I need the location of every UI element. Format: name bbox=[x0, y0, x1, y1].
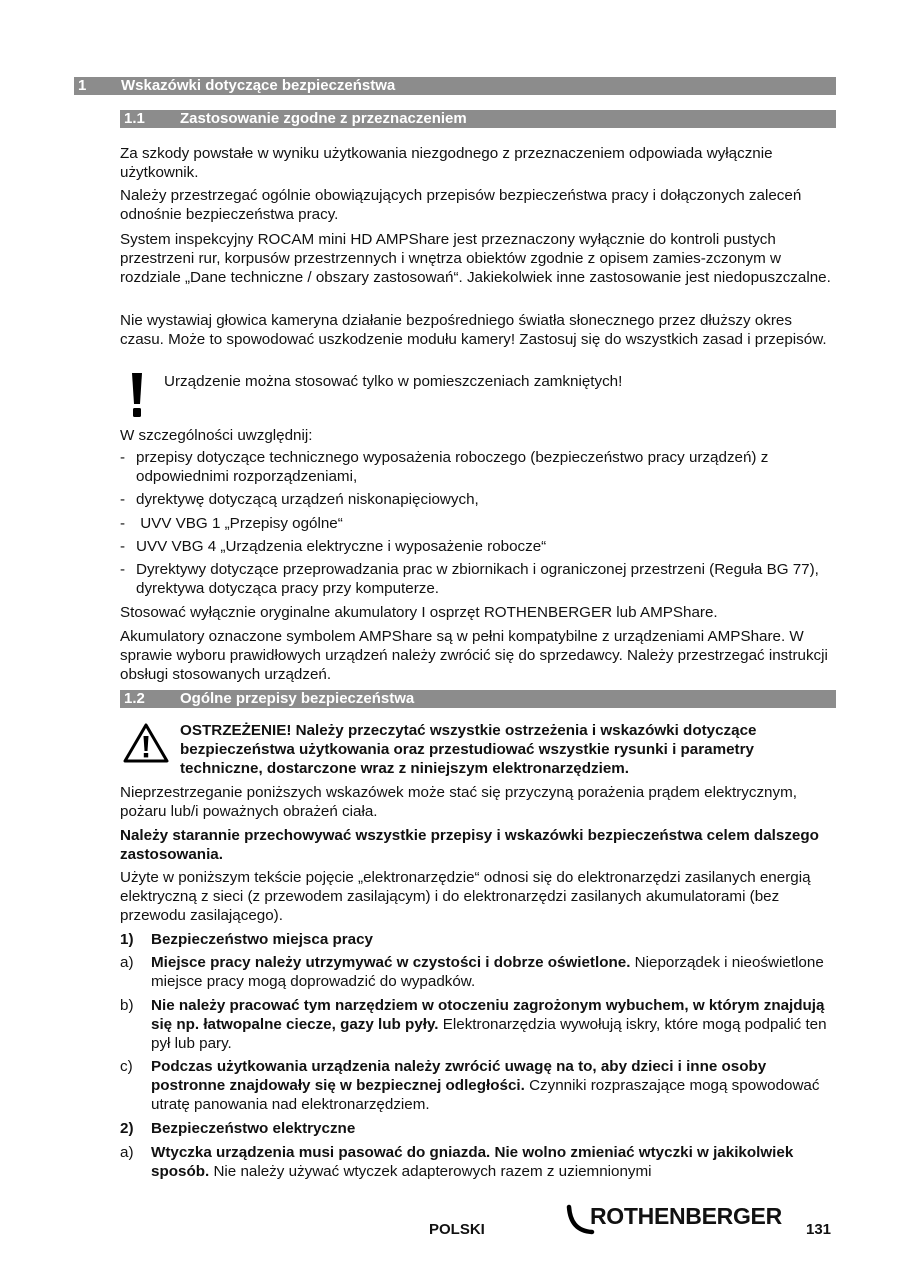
subsection-title: Bezpieczeństwo miejsca pracy bbox=[151, 931, 374, 948]
paragraph: System inspekcyjny ROCAM mini HD AMPShare jest przeznaczony wyłącznie do kontroli pustych przestrzeni rur, korpusów przestrzennych i wnętrza obiektów zgodnie z opisem zamies-zczonym w rozdziale „Dane techniczne / obszary zastosowań“. Jakiekolwiek inne zastosowanie jest niedopuszczalne. bbox=[120, 231, 831, 287]
list-item-text: dyrektywę dotyczącą urządzeń niskonapięciowych, bbox=[136, 491, 479, 508]
section-heading-1-1 bbox=[120, 110, 836, 128]
brand-logo bbox=[566, 1203, 788, 1237]
rule-text-normal: Nie należy używać wtyczek adapterowych razem z uziemnionymi bbox=[209, 1163, 652, 1181]
list-marker: - bbox=[120, 449, 126, 466]
section-number: 1.1 bbox=[124, 110, 145, 127]
paragraph: Akumulatory oznaczone symbolem AMPShare są w pełni kompatybilne z urządzeniami AMPShare. W sprawie wyboru prawidłowych urządzeń należy zwrócić się do sprzedawcy. Należy przestrzegać instrukcji obsługi stosowanych urządzeń. bbox=[120, 628, 828, 684]
list-marker: - bbox=[120, 491, 126, 508]
subsection-marker: 1) bbox=[120, 931, 134, 948]
list-marker: - bbox=[120, 561, 126, 578]
paragraph: Za szkody powstałe w wyniku użytkowania niezgodnego z przeznaczeniem odpowiada wyłącznie użytkownik. bbox=[120, 145, 773, 182]
rule-marker: a) bbox=[120, 954, 134, 971]
paragraph-bold: Należy starannie przechowywać wszystkie przepisy i wskazówki bezpieczeństwa celem dalszego zastosowania. bbox=[120, 827, 819, 864]
rule-text-bold: Podczas użytkowania urządzenia należy zwrócić uwagę na to, aby dzieci i inne osoby postronne znajdowały się w bezpiecznej odległości. bbox=[151, 1058, 767, 1095]
footer-language: POLSKI bbox=[429, 1221, 485, 1238]
section-title: Zastosowanie zgodne z przeznaczeniem bbox=[180, 110, 467, 127]
paragraph: Nieprzestrzeganie poniższych wskazówek może stać się przyczyną porażenia prądem elektrycznym, pożaru lub/i poważnych obrażeń ciała. bbox=[120, 784, 797, 821]
section-heading-1 bbox=[74, 77, 836, 95]
page-number: 131 bbox=[806, 1221, 832, 1238]
rule-text bbox=[151, 1143, 836, 1181]
warning-text: OSTRZEŻENIE! Należy przeczytać wszystkie ostrzeżenia i wskazówki dotyczące bezpieczeństwa użytkowania oraz przestudiować wszystkie rysunki i parametry techniczne, dostarczone wraz z niniejszym elektronarzędziem. bbox=[180, 722, 757, 778]
brand-name: ROTHENBERGER bbox=[590, 1203, 782, 1229]
paragraph: Użyte w poniższym tekście pojęcie „elektronarzędzie“ odnosi się do elektronarzędzi zasilanych energią elektryczną z sieci (z przewodem zasilającym) i do elektronarzędzi zasilanych akumulatorami (bez przewodu zasilającego). bbox=[120, 869, 811, 925]
section-title: Ogólne przepisy bezpieczeństwa bbox=[180, 690, 415, 707]
rule-text-normal: Czynniki rozpraszające mogą spowodować utratę panowania nad elektronarzędziem. bbox=[151, 1077, 820, 1114]
list-item-text: Dyrektywy dotyczące przeprowadzania prac w zbiornikach i ograniczonej przestrzeni (Reguła BG 77), dyrektywa dotycząca pracy przy komputerze. bbox=[136, 561, 819, 598]
section-heading-1-2 bbox=[120, 690, 836, 708]
rule-text-normal: Nieporządek i nieoświetlone miejsce pracy mogą doprowadzić do wypadków. bbox=[151, 954, 824, 991]
list-marker: - bbox=[120, 515, 126, 532]
paragraph: Nie wystawiaj głowica kameryna działanie bezpośredniego światła słonecznego przez dłuższy okres czasu. Może to spowodować uszkodzenie modułu kamery! Zastosuj się do wszystkich zasad i przepisów. bbox=[120, 312, 827, 349]
rule-text bbox=[151, 953, 836, 991]
warning-triangle-icon bbox=[122, 722, 170, 764]
paragraph: Należy przestrzegać ogólnie obowiązujących przepisów bezpieczeństwa pracy i dołączonych zaleceń odnośnie bezpieczeństwa pracy. bbox=[120, 187, 802, 224]
rule-text-normal: Elektronarzędzia wywołują iskry, które mogą podpalić ten pył lub pary. bbox=[151, 1016, 827, 1053]
rule-text bbox=[151, 996, 836, 1054]
paragraph: Stosować wyłącznie oryginalne akumulatory I osprzęt ROTHENBERGER lub AMPShare. bbox=[120, 604, 718, 621]
rule-marker: c) bbox=[120, 1058, 133, 1075]
rule-marker: a) bbox=[120, 1144, 134, 1161]
paragraph: W szczególności uwzględnij: bbox=[120, 427, 313, 444]
exclamation-icon bbox=[131, 372, 143, 418]
list-item-text: przepisy dotyczące technicznego wyposażenia roboczego (bezpieczeństwo pracy urządzeń) z odpowiednimi rozporządzeniami, bbox=[136, 449, 769, 486]
subsection-marker: 2) bbox=[120, 1120, 134, 1137]
list-marker: - bbox=[120, 538, 126, 555]
rule-text-bold: Miejsce pracy należy utrzymywać w czystości i dobrze oświetlone. bbox=[151, 954, 631, 971]
subsection-title: Bezpieczeństwo elektryczne bbox=[151, 1120, 356, 1137]
section-number: 1.2 bbox=[124, 690, 145, 707]
rule-text-bold: Nie należy pracować tym narzędziem w otoczeniu zagrożonym wybuchem, w którym znajdują się np. łatwopalne ciecze, gazy lub pyły. bbox=[151, 997, 825, 1034]
rule-text-bold: Wtyczka urządzenia musi pasować do gniazda. Nie wolno zmieniać wtyczki w jakikolwiek sposób. bbox=[151, 1144, 794, 1181]
rule-marker: b) bbox=[120, 997, 134, 1014]
list-item-text: UVV VBG 1 „Przepisy ogólne“ bbox=[136, 515, 343, 532]
rule-text bbox=[151, 1057, 836, 1115]
list-item-text: UVV VBG 4 „Urządzenia elektryczne i wyposażenie robocze“ bbox=[136, 538, 547, 555]
section-title: Wskazówki dotyczące bezpieczeństwa bbox=[121, 77, 396, 94]
section-number: 1 bbox=[78, 77, 87, 94]
notice-text: Urządzenie można stosować tylko w pomieszczeniach zamkniętych! bbox=[164, 373, 623, 390]
